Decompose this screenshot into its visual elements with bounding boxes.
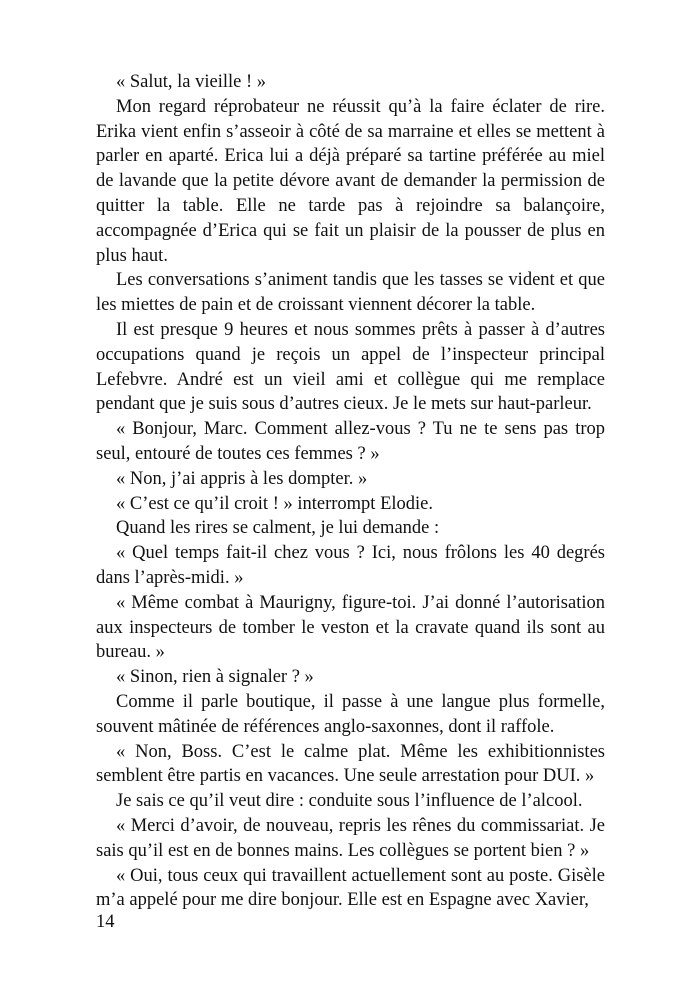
paragraph: Quand les rires se calment, je lui demande : [116, 518, 440, 539]
paragraph: « Quel temps fait-il chez vous ? Ici, nous frôlons les 40 degrés dans l’après-midi. » [96, 543, 605, 588]
paragraph: « Non, j’ai appris à les dompter. » [116, 468, 368, 489]
paragraph: « Merci d’avoir, de nouveau, repris les rênes du commissariat. Je sais qu’il est en de bonnes mains. Les collègues se portent bien ? » [96, 815, 605, 861]
paragraph: « Bonjour, Marc. Comment allez-vous ? Tu ne te sens pas trop seul, entouré de toutes ces femmes ? » [96, 419, 605, 464]
page-number: 14 [96, 912, 115, 932]
paragraph: Mon regard réprobateur ne réussit qu’à la faire éclater de rire. Erika vient enfin s’asseoir à côté de sa marraine et elles se mettent à parler en aparté. Erica lui a déjà préparé sa tartine préférée au miel de lavande que la petite dévore avant de demander la permission de quitter la table. Elle ne tarde pas à rejoindre sa balançoire, accompagnée d’Erica qui se fait un plaisir de la pousser de plus en plus haut. [96, 96, 605, 266]
paragraph: « C’est ce qu’il croit ! » interrompt Elodie. [116, 493, 433, 514]
paragraph: Les conversations s’animent tandis que les tasses se vident et que les miettes de pain et de croissant viennent décorer la table. [96, 270, 605, 316]
paragraph: « Non, Boss. C’est le calme plat. Même les exhibitionnistes semblent être partis en vacances. Une seule arrestation pour DUI. » [96, 741, 605, 787]
paragraph: Je sais ce qu’il veut dire : conduite sous l’influence de l’alcool. [116, 791, 583, 812]
paragraph: « Salut, la vieille ! » [116, 72, 267, 92]
paragraph: « Oui, tous ceux qui travaillent actuellement sont au poste. Gisèle m’a appelé pour me dire bonjour. Elle est en Espagne avec Xavier, [96, 865, 605, 911]
paragraph: « Sinon, rien à signaler ? » [116, 667, 314, 688]
paragraph: Il est presque 9 heures et nous sommes prêts à passer à d’autres occupations quand je reçois un appel de l’inspecteur principal Lefebvre. André est un vieil ami et collègue qui me remplace pendant que je suis sous d’autres cieux. Je le mets sur haut-parleur. [96, 319, 605, 415]
page-body [96, 70, 605, 913]
paragraph: « Même combat à Maurigny, figure-toi. J’ai donné l’autorisation aux inspecteurs de tomber le veston et la cravate quand ils sont au bureau. » [96, 592, 605, 663]
paragraph: Comme il parle boutique, il passe à une langue plus formelle, souvent mâtinée de références anglo-saxonnes, dont il raffole. [96, 691, 605, 737]
